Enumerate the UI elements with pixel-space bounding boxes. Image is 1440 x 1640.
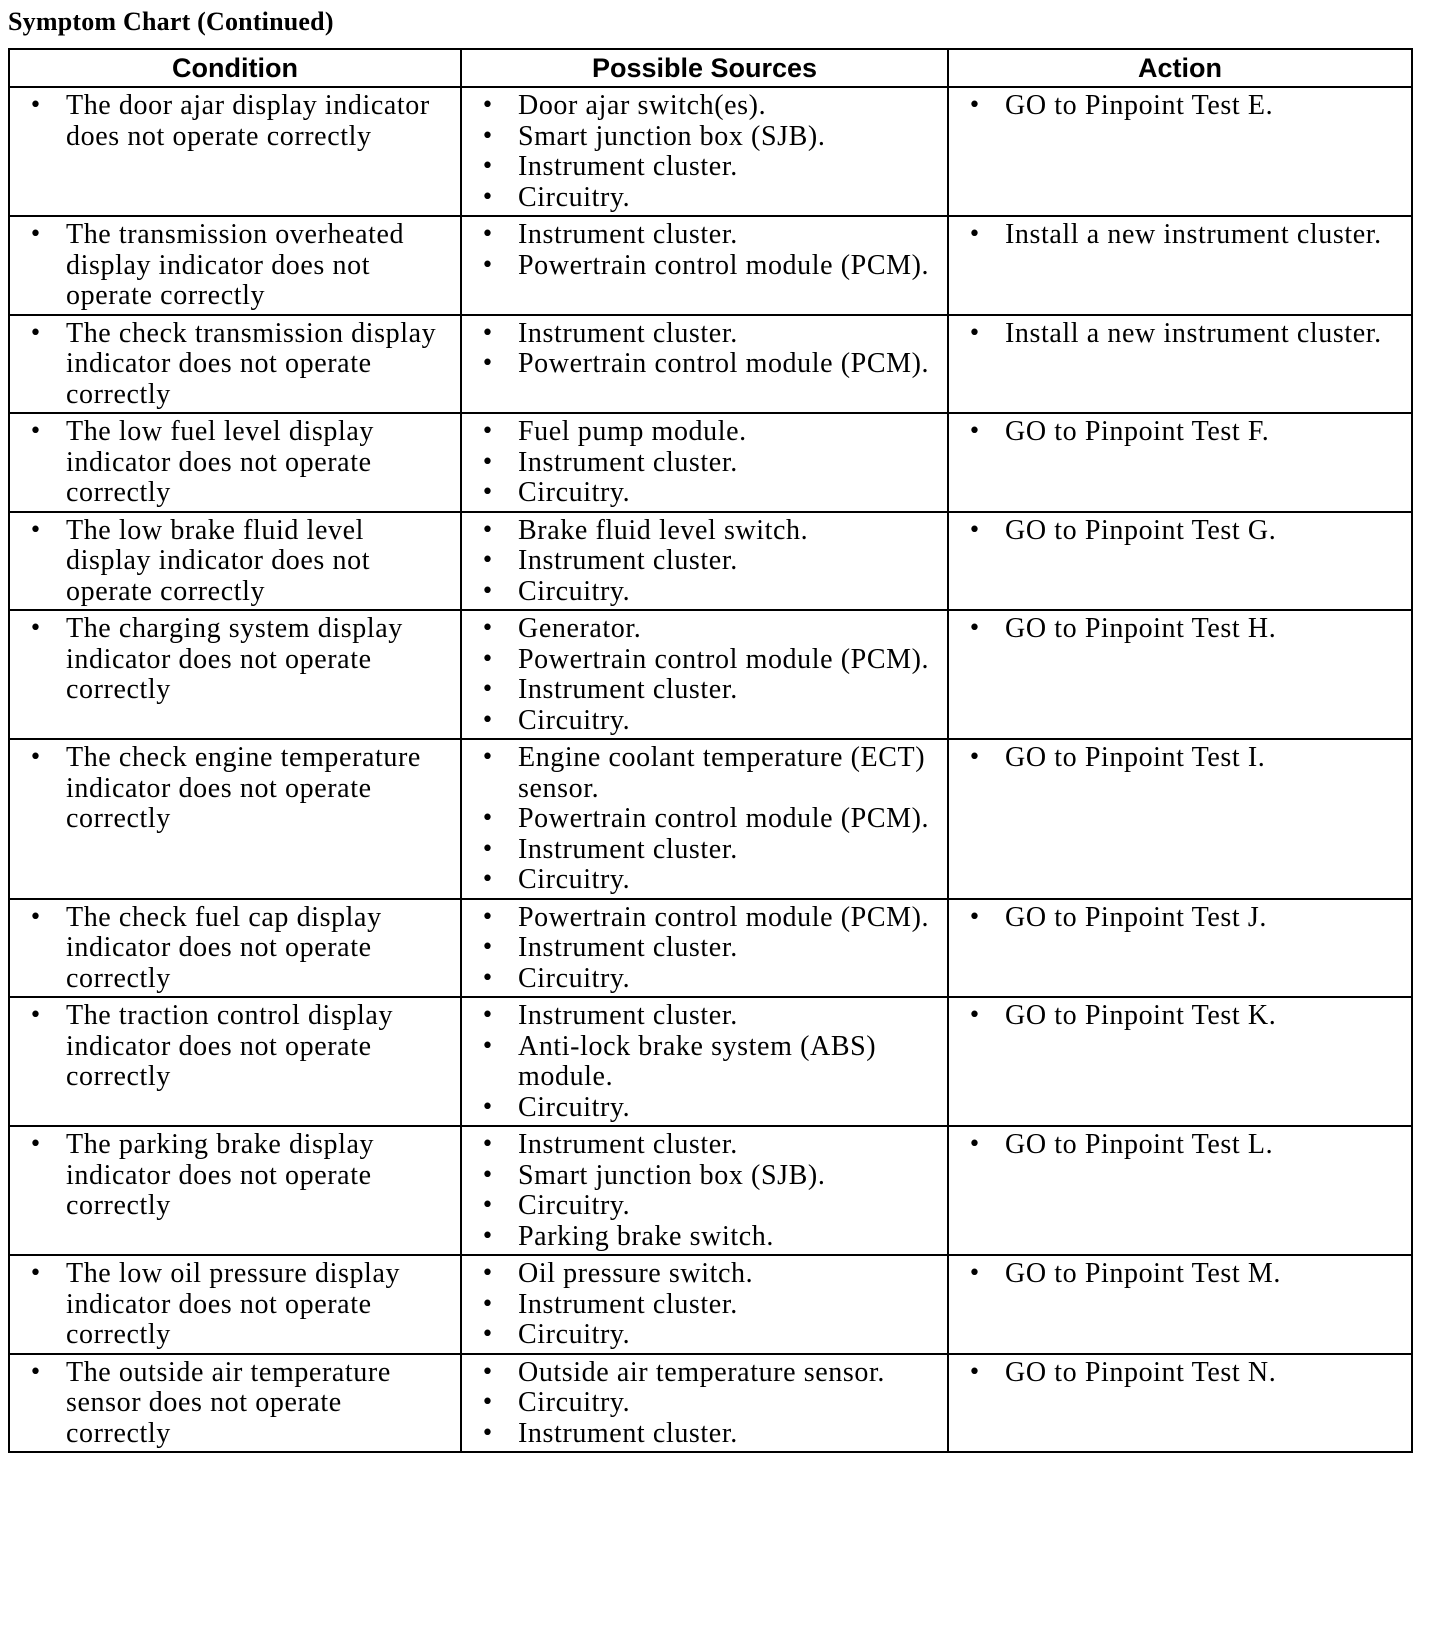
possible-source-item: • Circuitry. — [472, 1093, 941, 1124]
possible-source-item: • Instrument cluster. — [472, 1130, 941, 1161]
condition-list — [20, 903, 454, 995]
possible-source-item: • Circuitry. — [472, 706, 941, 737]
table-header-row — [9, 49, 1412, 87]
action-list — [959, 743, 1405, 774]
possible-source-item: • Instrument cluster. — [472, 933, 941, 964]
possible-sources-list — [472, 1001, 941, 1123]
condition-text: • The outside air temperature sensor does not operate correctly — [20, 1358, 454, 1450]
action-text: • GO to Pinpoint Test K. — [959, 1001, 1405, 1032]
possible-source-item: • Powertrain control module (PCM). — [472, 804, 941, 835]
header-condition: Condition — [9, 49, 461, 87]
possible-source-item: • Circuitry. — [472, 1320, 941, 1351]
possible-source-item: • Door ajar switch(es). — [472, 91, 941, 122]
condition-cell — [9, 1255, 461, 1354]
possible-source-item: • Instrument cluster. — [472, 1290, 941, 1321]
table-row — [9, 1354, 1412, 1453]
possible-source-item: • Instrument cluster. — [472, 220, 941, 251]
condition-list — [20, 417, 454, 509]
action-list — [959, 1358, 1405, 1389]
condition-text: • The check fuel cap display indicator does not operate correctly — [20, 903, 454, 995]
possible-source-item: • Circuitry. — [472, 1191, 941, 1222]
condition-list — [20, 1259, 454, 1351]
possible-source-item: • Fuel pump module. — [472, 417, 941, 448]
condition-list — [20, 220, 454, 312]
condition-text: • The check engine temperature indicator does not operate correctly — [20, 743, 454, 835]
possible-sources-list — [472, 319, 941, 380]
possible-source-item: • Instrument cluster. — [472, 1001, 941, 1032]
possible-source-item: • Instrument cluster. — [472, 546, 941, 577]
possible-source-item: • Powertrain control module (PCM). — [472, 251, 941, 282]
symptom-chart-table — [8, 48, 1413, 1453]
table-row — [9, 87, 1412, 216]
possible-sources-cell — [461, 1126, 948, 1255]
possible-sources-cell — [461, 610, 948, 739]
condition-text: • The low brake fluid level display indicator does not operate correctly — [20, 516, 454, 608]
possible-sources-list — [472, 516, 941, 608]
table-row — [9, 1126, 1412, 1255]
table-row — [9, 997, 1412, 1126]
action-cell — [948, 413, 1412, 512]
condition-cell — [9, 87, 461, 216]
condition-list — [20, 1130, 454, 1222]
possible-source-item: • Instrument cluster. — [472, 448, 941, 479]
table-row — [9, 739, 1412, 899]
condition-list — [20, 743, 454, 835]
possible-source-item: • Instrument cluster. — [472, 675, 941, 706]
condition-cell — [9, 216, 461, 315]
action-list — [959, 1001, 1405, 1032]
condition-text: • The door ajar display indicator does not operate correctly — [20, 91, 454, 152]
action-list — [959, 614, 1405, 645]
action-text: • Install a new instrument cluster. — [959, 319, 1405, 350]
action-text: • GO to Pinpoint Test H. — [959, 614, 1405, 645]
condition-cell — [9, 997, 461, 1126]
possible-source-item: • Circuitry. — [472, 865, 941, 896]
table-body — [9, 87, 1412, 1452]
possible-sources-list — [472, 614, 941, 736]
condition-text: • The parking brake display indicator does not operate correctly — [20, 1130, 454, 1222]
table-row — [9, 413, 1412, 512]
possible-source-item: • Anti-lock brake system (ABS) module. — [472, 1032, 941, 1093]
action-text: • GO to Pinpoint Test F. — [959, 417, 1405, 448]
possible-source-item: • Circuitry. — [472, 183, 941, 214]
action-list — [959, 903, 1405, 934]
possible-source-item: • Parking brake switch. — [472, 1222, 941, 1253]
possible-source-item: • Instrument cluster. — [472, 319, 941, 350]
condition-cell — [9, 610, 461, 739]
possible-sources-cell — [461, 997, 948, 1126]
possible-sources-cell — [461, 1255, 948, 1354]
possible-source-item: • Powertrain control module (PCM). — [472, 645, 941, 676]
possible-sources-list — [472, 903, 941, 995]
condition-cell — [9, 413, 461, 512]
possible-source-item: • Powertrain control module (PCM). — [472, 349, 941, 380]
action-cell — [948, 610, 1412, 739]
action-list — [959, 220, 1405, 251]
possible-sources-cell — [461, 739, 948, 899]
possible-source-item: • Outside air temperature sensor. — [472, 1358, 941, 1389]
table-row — [9, 315, 1412, 414]
header-action: Action — [948, 49, 1412, 87]
action-text: • Install a new instrument cluster. — [959, 220, 1405, 251]
action-cell — [948, 216, 1412, 315]
condition-cell — [9, 739, 461, 899]
action-text: • GO to Pinpoint Test G. — [959, 516, 1405, 547]
action-cell — [948, 899, 1412, 998]
possible-sources-cell — [461, 512, 948, 611]
possible-sources-cell — [461, 1354, 948, 1453]
table-row — [9, 899, 1412, 998]
table-row — [9, 216, 1412, 315]
possible-sources-cell — [461, 315, 948, 414]
table-row — [9, 610, 1412, 739]
table-row — [9, 512, 1412, 611]
header-possible-sources: Possible Sources — [461, 49, 948, 87]
possible-sources-cell — [461, 899, 948, 998]
action-cell — [948, 739, 1412, 899]
condition-text: • The transmission overheated display indicator does not operate correctly — [20, 220, 454, 312]
action-list — [959, 319, 1405, 350]
condition-text: • The charging system display indicator does not operate correctly — [20, 614, 454, 706]
possible-sources-list — [472, 1358, 941, 1450]
possible-source-item: • Instrument cluster. — [472, 152, 941, 183]
action-text: • GO to Pinpoint Test L. — [959, 1130, 1405, 1161]
possible-source-item: • Smart junction box (SJB). — [472, 1161, 941, 1192]
action-cell — [948, 997, 1412, 1126]
action-cell — [948, 1126, 1412, 1255]
possible-sources-list — [472, 220, 941, 281]
possible-source-item: • Engine coolant temperature (ECT) sensor. — [472, 743, 941, 804]
possible-source-item: • Powertrain control module (PCM). — [472, 903, 941, 934]
condition-cell — [9, 1354, 461, 1453]
possible-sources-cell — [461, 413, 948, 512]
action-text: • GO to Pinpoint Test I. — [959, 743, 1405, 774]
action-text: • GO to Pinpoint Test E. — [959, 91, 1405, 122]
possible-sources-list — [472, 1259, 941, 1351]
possible-sources-cell — [461, 87, 948, 216]
condition-list — [20, 91, 454, 152]
possible-source-item: • Circuitry. — [472, 1388, 941, 1419]
table-row — [9, 1255, 1412, 1354]
action-text: • GO to Pinpoint Test N. — [959, 1358, 1405, 1389]
condition-list — [20, 614, 454, 706]
possible-source-item: • Oil pressure switch. — [472, 1259, 941, 1290]
condition-list — [20, 319, 454, 411]
possible-sources-cell — [461, 216, 948, 315]
condition-text: • The check transmission display indicator does not operate correctly — [20, 319, 454, 411]
action-list — [959, 1259, 1405, 1290]
possible-source-item: • Smart junction box (SJB). — [472, 122, 941, 153]
action-text: • GO to Pinpoint Test J. — [959, 903, 1405, 934]
possible-sources-list — [472, 1130, 941, 1252]
action-cell — [948, 1354, 1412, 1453]
possible-sources-list — [472, 743, 941, 896]
condition-text: • The traction control display indicator does not operate correctly — [20, 1001, 454, 1093]
condition-cell — [9, 512, 461, 611]
condition-cell — [9, 1126, 461, 1255]
condition-list — [20, 1001, 454, 1093]
action-cell — [948, 87, 1412, 216]
possible-source-item: • Circuitry. — [472, 577, 941, 608]
condition-list — [20, 1358, 454, 1450]
condition-text: • The low oil pressure display indicator does not operate correctly — [20, 1259, 454, 1351]
condition-cell — [9, 315, 461, 414]
possible-source-item: • Instrument cluster. — [472, 835, 941, 866]
possible-source-item: • Generator. — [472, 614, 941, 645]
page-title: Symptom Chart (Continued) — [8, 7, 334, 36]
action-list — [959, 417, 1405, 448]
condition-cell — [9, 899, 461, 998]
possible-sources-list — [472, 417, 941, 509]
action-cell — [948, 512, 1412, 611]
condition-text: • The low fuel level display indicator does not operate correctly — [20, 417, 454, 509]
action-list — [959, 516, 1405, 547]
action-text: • GO to Pinpoint Test M. — [959, 1259, 1405, 1290]
action-list — [959, 91, 1405, 122]
action-list — [959, 1130, 1405, 1161]
possible-source-item: • Instrument cluster. — [472, 1419, 941, 1450]
possible-sources-list — [472, 91, 941, 213]
possible-source-item: • Brake fluid level switch. — [472, 516, 941, 547]
possible-source-item: • Circuitry. — [472, 478, 941, 509]
action-cell — [948, 1255, 1412, 1354]
possible-source-item: • Circuitry. — [472, 964, 941, 995]
condition-list — [20, 516, 454, 608]
action-cell — [948, 315, 1412, 414]
